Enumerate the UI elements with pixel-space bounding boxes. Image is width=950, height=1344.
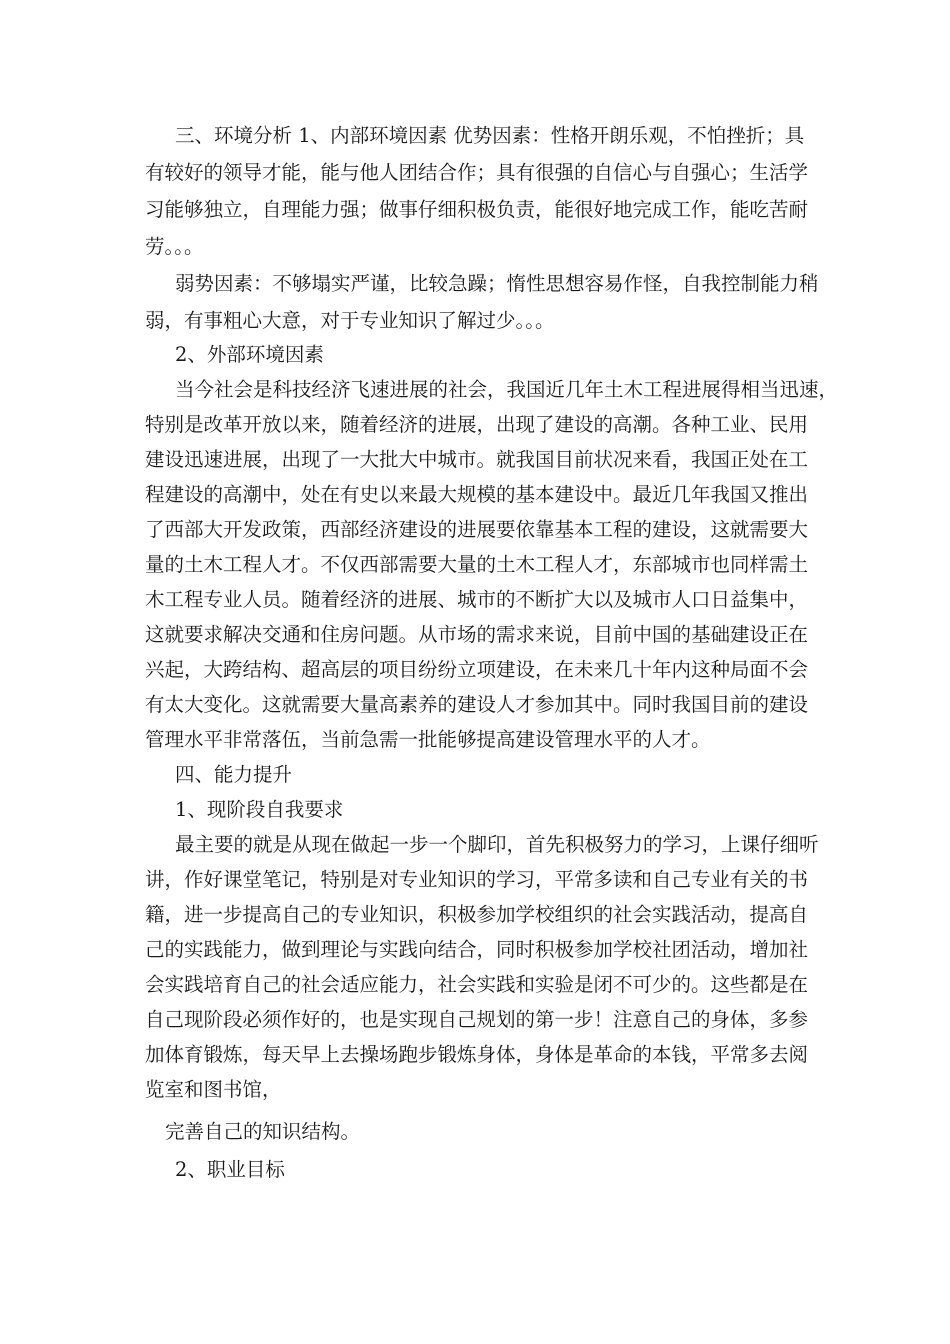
paragraph-line: 劳。。。 bbox=[145, 235, 204, 258]
paragraph-line: 了西部大开发政策，西部经济建设的进展要依靠基本工程的建设，这就需要大 bbox=[145, 518, 809, 541]
section-heading: 2、职业目标 bbox=[175, 1158, 285, 1181]
paragraph-line: 弱，有事粗心大意，对于专业知识了解过少。。。 bbox=[145, 309, 555, 332]
paragraph-line: 兴起，大跨结构、超高层的项目纷纷立项建设，在未来几十年内这种局面不会 bbox=[145, 658, 809, 681]
paragraph-line: 量的土木工程人才。不仅西部需要大量的土木工程人才，东部城市也同样需土 bbox=[145, 553, 809, 576]
paragraph-line: 特别是改革开放以来，随着经济的进展，出现了建设的高潮。各种工业、民用 bbox=[145, 413, 809, 436]
paragraph-line: 木工程专业人员。随着经济的进展、城市的不断扩大以及城市人口日益集中， bbox=[145, 588, 809, 611]
section-heading: 1、现阶段自我要求 bbox=[175, 798, 344, 821]
paragraph-line: 会实践培育自己的社会适应能力，社会实践和实验是闭不可少的。这些都是在 bbox=[145, 973, 809, 996]
paragraph-line: 讲，作好课堂笔记，特别是对专业知识的学习，平常多读和自己专业有关的书 bbox=[145, 868, 809, 891]
paragraph-line: 自己现阶段必须作好的，也是实现自己规划的第一步！注意自己的身体，多参 bbox=[145, 1008, 809, 1031]
paragraph-line: 程建设的高潮中，处在有史以来最大规模的基本建设中。最近几年我国又推出 bbox=[145, 483, 809, 506]
paragraph-line: 有太大变化。这就需要大量高素养的建设人才参加其中。同时我国目前的建设 bbox=[145, 693, 809, 716]
paragraph-line: 建设迅速进展，出现了一大批大中城市。就我国目前状况来看，我国正处在工 bbox=[145, 448, 809, 471]
paragraph-line: 加体育锻炼，每天早上去操场跑步锻炼身体，身体是革命的本钱，平常多去阅 bbox=[145, 1043, 809, 1066]
paragraph-line: 览室和图书馆， bbox=[145, 1078, 282, 1101]
paragraph-line: 有较好的领导才能，能与他人团结合作；具有很强的自信心与自强心；生活学 bbox=[145, 161, 809, 184]
paragraph-line: 弱势因素：不够塌实严谨，比较急躁；惰性思想容易作怪，自我控制能力稍 bbox=[175, 272, 819, 295]
paragraph-line: 籍，进一步提高自己的专业知识，积极参加学校组织的社会实践活动，提高自 bbox=[145, 903, 809, 926]
paragraph-line: 当今社会是科技经济飞速进展的社会，我国近几年土木工程进展得相当迅速， bbox=[175, 378, 839, 401]
paragraph-line: 完善自己的知识结构。 bbox=[165, 1120, 361, 1143]
paragraph-line: 习能够独立，自理能力强；做事仔细积极负责，能很好地完成工作，能吃苦耐 bbox=[145, 198, 809, 221]
paragraph-line: 这就要求解决交通和住房问题。从市场的需求来说，目前中国的基础建设正在 bbox=[145, 623, 809, 646]
section-heading: 四、能力提升 bbox=[175, 763, 293, 786]
paragraph-line: 三、环境分析 1、内部环境因素 优势因素：性格开朗乐观，不怕挫折；具 bbox=[175, 124, 805, 147]
paragraph-line: 最主要的就是从现在做起一步一个脚印，首先积极努力的学习，上课仔细听 bbox=[175, 833, 819, 856]
section-heading: 2、外部环境因素 bbox=[175, 343, 324, 366]
paragraph-line: 管理水平非常落伍，当前急需一批能够提高建设管理水平的人才。 bbox=[145, 728, 711, 751]
paragraph-line: 己的实践能力，做到理论与实践向结合，同时积极参加学校社团活动，增加社 bbox=[145, 938, 809, 961]
